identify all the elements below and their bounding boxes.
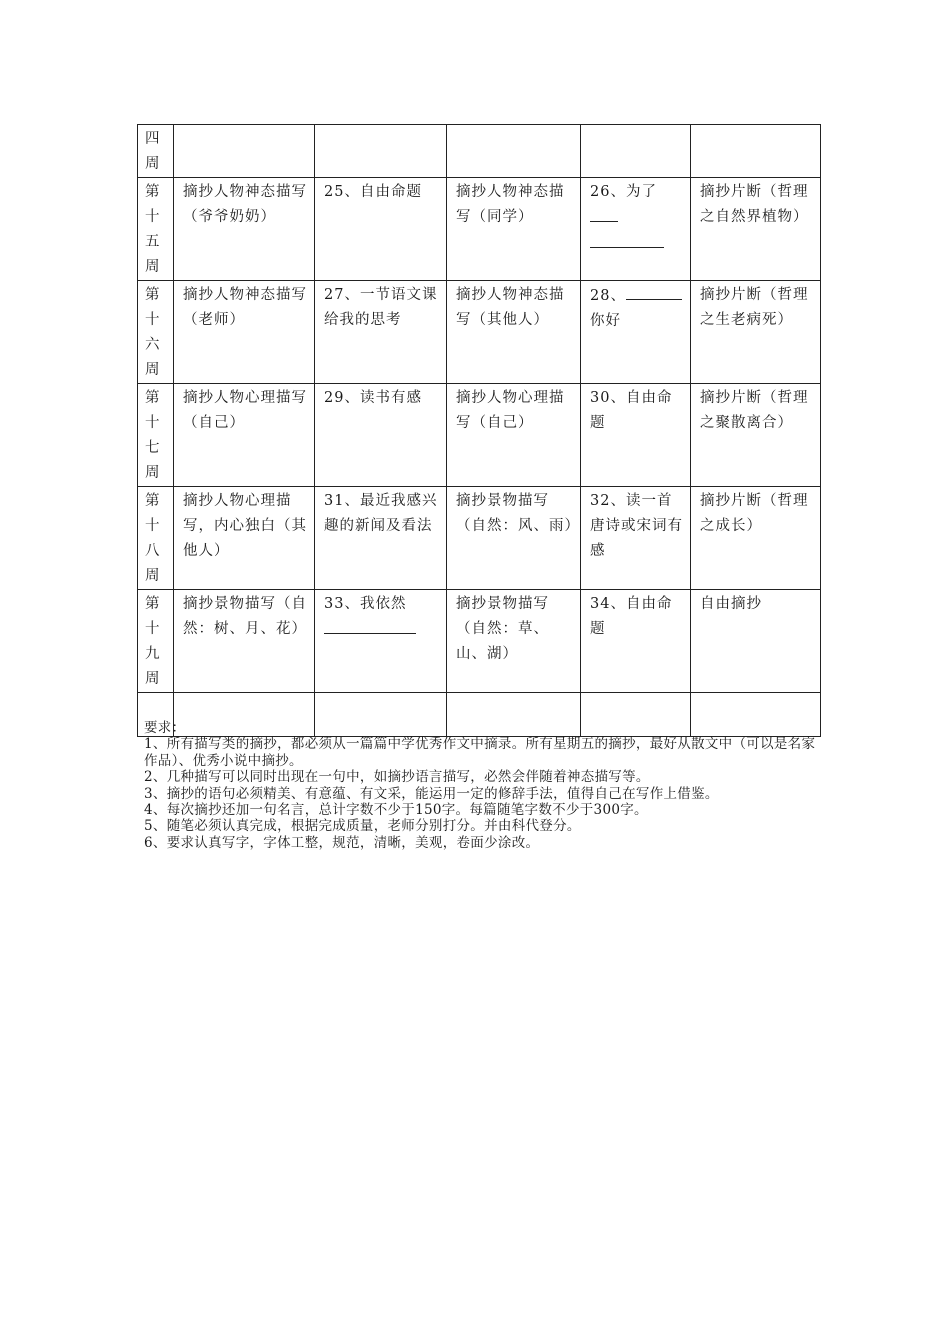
table-cell: 30、自由命题 — [581, 384, 691, 487]
table-cell: 25、自由命题 — [315, 178, 447, 281]
table-row — [138, 487, 821, 590]
requirements-heading: 要求： — [144, 720, 186, 736]
table-body — [138, 125, 821, 737]
table-cell — [581, 125, 691, 178]
table-cell: 31、最近我感兴趣的新闻及看法 — [315, 487, 447, 590]
requirement-item: 4、每次摘抄还加一句名言，总计字数不少于150字。每篇随笔字数不少于300字。 — [144, 802, 648, 819]
topic-text: 33、我依然 — [324, 596, 407, 612]
table-row — [138, 281, 821, 384]
requirements-section — [144, 720, 824, 851]
table-cell: 摘抄景物描写（自然：树、月、花） — [174, 590, 315, 693]
table-cell: 摘抄片断（哲理之成长） — [691, 487, 821, 590]
requirement-item: 1、所有描写类的摘抄，都必须从一篇篇中学优秀作文中摘录。所有星期五的摘抄，最好从散文中（可以是名家作品）、优秀小说中摘抄。 — [144, 736, 816, 769]
requirement-item: 2、几种描写可以同时出现在一句中，如摘抄语言描写，必然会伴随着神态描写等。 — [144, 769, 650, 786]
table-cell: 27、一节语文课给我的思考 — [315, 281, 447, 384]
week-cell: 第 十 八 周 — [138, 487, 174, 590]
table-row — [138, 125, 821, 178]
table-cell: 摘抄片断（哲理之聚散离合） — [691, 384, 821, 487]
table-cell — [174, 125, 315, 178]
topic-text: 28、 — [590, 288, 626, 304]
table-cell — [581, 281, 691, 384]
topic-text: 26、为了 — [590, 184, 657, 200]
table-cell: 摘抄人物神态描写（其他人） — [447, 281, 581, 384]
table-cell — [581, 178, 691, 281]
table-cell: 摘抄片断（哲理之生老病死） — [691, 281, 821, 384]
topic-text-tail: 你好 — [590, 313, 621, 329]
table-cell: 摘抄人物神态描写（老师） — [174, 281, 315, 384]
table-cell: 摘抄景物描写（自然：草、山、湖） — [447, 590, 581, 693]
table-cell: 34、自由命题 — [581, 590, 691, 693]
fill-blank-line — [590, 231, 664, 248]
writing-plan-table — [137, 124, 821, 737]
fill-blank-line — [324, 617, 416, 634]
table-cell — [315, 125, 447, 178]
week-cell: 第 十 六 周 — [138, 281, 174, 384]
table-cell: 摘抄片断（哲理之自然界植物） — [691, 178, 821, 281]
table-cell — [691, 125, 821, 178]
week-cell: 第 十 九 周 — [138, 590, 174, 693]
table-cell: 摘抄人物心理描写，内心独白（其他人） — [174, 487, 315, 590]
requirement-item: 6、要求认真写字，字体工整，规范，清晰，美观，卷面少涂改。 — [144, 834, 540, 851]
table-cell: 摘抄人物神态描写（同学） — [447, 178, 581, 281]
table-cell: 摘抄人物心理描写（自己） — [174, 384, 315, 487]
requirement-item: 3、摘抄的语句必须精美、有意蕴、有文采，能运用一定的修辞手法，值得自己在写作上借鉴。 — [144, 785, 719, 802]
table-cell: 29、读书有感 — [315, 384, 447, 487]
table-row — [138, 590, 821, 693]
table-cell: 32、读一首唐诗或宋词有感 — [581, 487, 691, 590]
requirement-item: 5、随笔必须认真完成，根据完成质量，老师分别打分。并由科代登分。 — [144, 818, 581, 835]
table-cell: 摘抄景物描写（自然：风、雨） — [447, 487, 581, 590]
table-cell — [315, 590, 447, 693]
fill-blank-line — [590, 205, 618, 222]
table-cell: 自由摘抄 — [691, 590, 821, 693]
week-cell: 四 周 — [138, 125, 174, 178]
week-cell: 第 十 五 周 — [138, 178, 174, 281]
table-cell: 摘抄人物神态描写（爷爷奶奶） — [174, 178, 315, 281]
table-cell: 摘抄人物心理描写（自己） — [447, 384, 581, 487]
fill-blank-line — [626, 283, 682, 300]
table-row — [138, 178, 821, 281]
week-cell: 第 十 七 周 — [138, 384, 174, 487]
table-row — [138, 384, 821, 487]
table-cell — [447, 125, 581, 178]
